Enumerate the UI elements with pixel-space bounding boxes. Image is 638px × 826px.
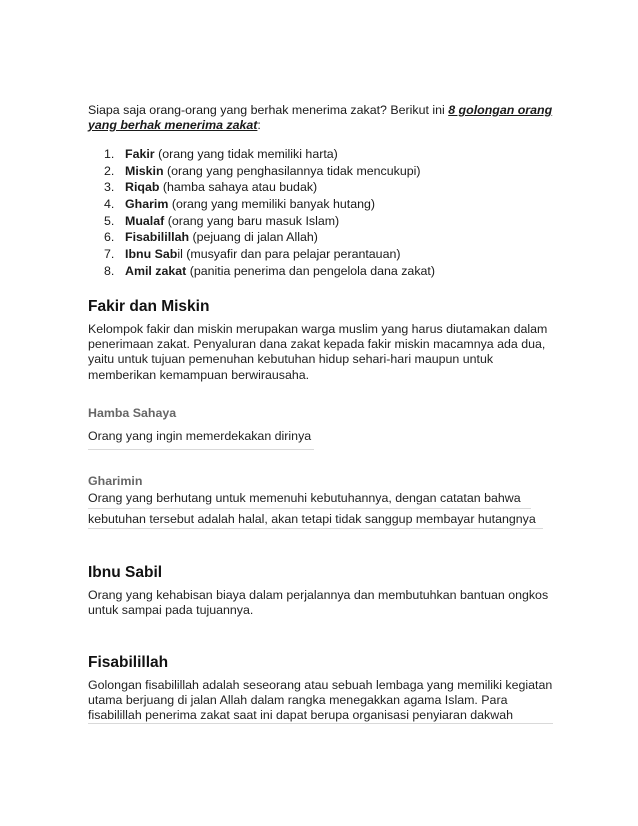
list-description: (pejuang di jalan Allah) xyxy=(189,230,318,245)
divider-line xyxy=(88,449,314,450)
heading-hamba-sahaya: Hamba Sahaya xyxy=(88,406,177,420)
divider-line xyxy=(88,508,531,509)
golongan-list xyxy=(88,146,435,280)
list-item xyxy=(88,196,435,213)
paragraph-gharimin: Orang yang berhutang untuk memenuhi kebutuhannya, dengan catatan bahwa kebutuhan tersebut adalah halal, akan tetapi tidak sanggup membayar hutangnya xyxy=(88,491,536,526)
list-term: Ibnu Sab xyxy=(125,247,178,262)
intro-suffix: : xyxy=(257,118,261,132)
list-number: 7. xyxy=(104,247,115,262)
list-description: il (musyafir dan para pelajar perantauan) xyxy=(177,247,401,262)
list-description: (orang yang memiliki banyak hutang) xyxy=(168,197,376,212)
heading-fakir-miskin: Fakir dan Miskin xyxy=(88,298,210,315)
paragraph-fisabilillah: Golongan fisabilillah adalah seseorang atau sebuah lembaga yang memiliki kegiatan utama berjuang di jalan Allah dalam rangka menegakkan agama Islam. Para fisabilillah penerima zakat saat ini dapat berupa organisasi penyiaran dakwah xyxy=(88,678,553,723)
list-number: 3. xyxy=(104,180,115,195)
intro-text: Siapa saja orang-orang yang berhak menerima zakat? Berikut ini xyxy=(88,103,449,117)
list-description: (orang yang baru masuk Islam) xyxy=(164,213,340,228)
list-item xyxy=(88,146,435,163)
paragraph-hamba-sahaya: Orang yang ingin memerdekakan dirinya xyxy=(88,429,312,443)
list-description: (hamba sahaya atau budak) xyxy=(159,180,318,195)
list-item xyxy=(88,163,435,180)
list-description: (panitia penerima dan pengelola dana zakat) xyxy=(186,263,435,278)
paragraph-fakir-miskin: Kelompok fakir dan miskin merupakan warga muslim yang harus diutamakan dalam penerimaan zakat. Penyaluran dana zakat kepada fakir miskin macamnya ada dua, yaitu untuk tujuan pemenuhan kebutuhan hidup sehari-hari maupun untuk memberikan kemampuan berwirausaha. xyxy=(88,322,548,382)
list-term: Gharim xyxy=(125,197,169,212)
list-item xyxy=(88,213,435,230)
divider-line xyxy=(88,723,553,724)
list-number: 6. xyxy=(104,230,115,245)
list-number: 2. xyxy=(104,163,115,178)
list-term: Amil zakat xyxy=(125,263,187,278)
list-term: Mualaf xyxy=(125,213,165,228)
list-description: (orang yang penghasilannya tidak mencukupi) xyxy=(163,163,421,178)
list-number: 5. xyxy=(104,213,115,228)
list-term: Miskin xyxy=(125,163,164,178)
heading-gharimin: Gharimin xyxy=(88,474,143,488)
list-item xyxy=(88,263,435,280)
list-item xyxy=(88,246,435,263)
list-term: Riqab xyxy=(125,180,160,195)
divider-line xyxy=(88,528,543,529)
intro-emphasis: 8 golongan orang yang berhak menerima zakat xyxy=(88,103,553,132)
intro-paragraph xyxy=(88,103,558,133)
heading-ibnu-sabil: Ibnu Sabil xyxy=(88,564,163,581)
paragraph-ibnu-sabil: Orang yang kehabisan biaya dalam perjalannya dan membutuhkan bantuan ongkos untuk sampai pada tujuannya. xyxy=(88,588,549,618)
list-item xyxy=(88,179,435,196)
list-term: Fisabilillah xyxy=(125,230,190,245)
list-item xyxy=(88,229,435,246)
list-number: 1. xyxy=(104,147,115,161)
list-number: 4. xyxy=(104,197,115,212)
list-number: 8. xyxy=(104,263,115,278)
list-description: (orang yang tidak memiliki harta) xyxy=(154,147,338,161)
list-term: Fakir xyxy=(125,147,155,161)
heading-fisabilillah: Fisabilillah xyxy=(88,654,169,671)
